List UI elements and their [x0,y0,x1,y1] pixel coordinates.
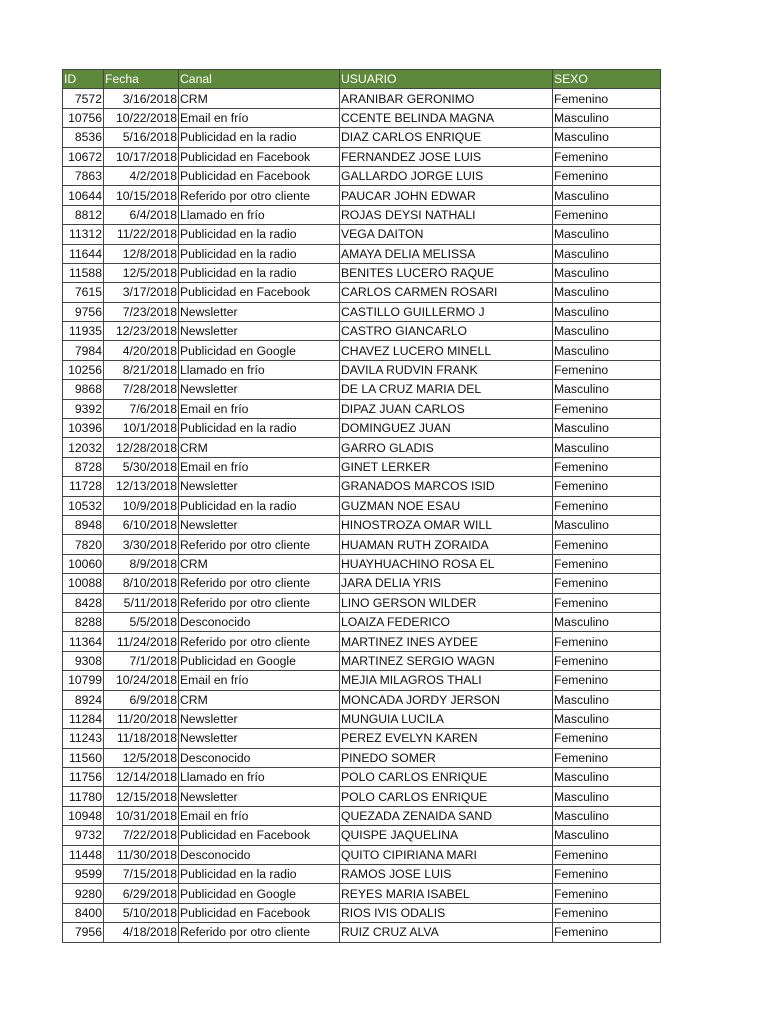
table-row [63,806,661,825]
cell-canal[interactable]: Newsletter [179,729,340,748]
table-row [63,748,661,767]
table-row [63,690,661,709]
cell-usuario[interactable]: FERNANDEZ JOSE LUIS [340,147,553,166]
cell-id[interactable]: 9599 [63,865,104,884]
cell-fecha[interactable]: 12/23/2018 [104,322,179,341]
cell-id[interactable]: 8924 [63,690,104,709]
cell-usuario[interactable]: HINOSTROZA OMAR WILL [340,515,553,534]
table-row [63,205,661,224]
cell-sexo[interactable]: Femenino [553,166,661,185]
cell-fecha[interactable]: 7/15/2018 [104,865,179,884]
cell-fecha[interactable]: 7/28/2018 [104,380,179,399]
cell-id[interactable]: 11312 [63,225,104,244]
table-row [63,108,661,127]
cell-canal[interactable]: Email en frío [179,671,340,690]
cell-id[interactable]: 12032 [63,438,104,457]
cell-canal[interactable]: Publicidad en Google [179,651,340,670]
cell-id[interactable]: 11364 [63,632,104,651]
cell-id[interactable]: 10256 [63,360,104,379]
cell-usuario[interactable]: JARA DELIA YRIS [340,574,553,593]
cell-sexo[interactable]: Femenino [553,748,661,767]
cell-usuario[interactable]: QUEZADA ZENAIDA SAND [340,806,553,825]
cell-usuario[interactable]: DIAZ CARLOS ENRIQUE [340,128,553,147]
cell-id[interactable]: 11935 [63,322,104,341]
cell-id[interactable]: 11756 [63,768,104,787]
table-row [63,865,661,884]
cell-sexo[interactable]: Masculino [553,108,661,127]
table-row [63,826,661,845]
cell-canal[interactable]: Referido por otro cliente [179,593,340,612]
cell-fecha[interactable]: 10/15/2018 [104,186,179,205]
cell-sexo[interactable]: Femenino [553,632,661,651]
column-header-id[interactable]: ID [63,70,104,89]
cell-sexo[interactable]: Femenino [553,554,661,573]
cell-usuario[interactable]: GINET LERKER [340,457,553,476]
cell-usuario[interactable]: POLO CARLOS ENRIQUE [340,768,553,787]
cell-canal[interactable]: Publicidad en la radio [179,865,340,884]
table-row [63,515,661,534]
cell-sexo[interactable]: Femenino [553,477,661,496]
cell-id[interactable]: 11243 [63,729,104,748]
cell-fecha[interactable]: 11/30/2018 [104,845,179,864]
cell-canal[interactable]: Newsletter [179,709,340,728]
cell-canal[interactable]: Referido por otro cliente [179,923,340,942]
cell-usuario[interactable]: PINEDO SOMER [340,748,553,767]
cell-fecha[interactable]: 5/30/2018 [104,457,179,476]
cell-canal[interactable]: Publicidad en Google [179,341,340,360]
cell-usuario[interactable]: VEGA DAITON [340,225,553,244]
cell-fecha[interactable]: 12/14/2018 [104,768,179,787]
cell-id[interactable]: 7984 [63,341,104,360]
cell-fecha[interactable]: 12/5/2018 [104,748,179,767]
cell-id[interactable]: 11284 [63,709,104,728]
cell-usuario[interactable]: LOAIZA FEDERICO [340,612,553,631]
table-row [63,419,661,438]
cell-canal[interactable]: Desconocido [179,748,340,767]
cell-fecha[interactable]: 7/23/2018 [104,302,179,321]
table-row [63,845,661,864]
table-row [63,244,661,263]
table-row [63,903,661,922]
cell-id[interactable]: 9756 [63,302,104,321]
cell-fecha[interactable]: 11/20/2018 [104,709,179,728]
cell-usuario[interactable]: RAMOS JOSE LUIS [340,865,553,884]
column-header-usuario[interactable]: USUARIO [340,70,553,89]
cell-fecha[interactable]: 6/29/2018 [104,884,179,903]
cell-id[interactable]: 10672 [63,147,104,166]
cell-id[interactable]: 8288 [63,612,104,631]
cell-fecha[interactable]: 7/1/2018 [104,651,179,670]
cell-id[interactable]: 8812 [63,205,104,224]
table-row [63,225,661,244]
cell-id[interactable]: 8728 [63,457,104,476]
cell-canal[interactable]: CRM [179,690,340,709]
cell-usuario[interactable]: BENITES LUCERO RAQUE [340,263,553,282]
cell-sexo[interactable]: Masculino [553,263,661,282]
cell-fecha[interactable]: 7/22/2018 [104,826,179,845]
cell-usuario[interactable]: CASTRO GIANCARLO [340,322,553,341]
table-row [63,380,661,399]
cell-canal[interactable]: Desconocido [179,845,340,864]
cell-sexo[interactable]: Masculino [553,186,661,205]
cell-canal[interactable]: Publicidad en la radio [179,225,340,244]
cell-sexo[interactable]: Masculino [553,283,661,302]
cell-sexo[interactable]: Masculino [553,128,661,147]
cell-canal[interactable]: Newsletter [179,515,340,534]
cell-fecha[interactable]: 5/11/2018 [104,593,179,612]
table-row [63,496,661,515]
table-row [63,787,661,806]
cell-sexo[interactable]: Femenino [553,574,661,593]
table-row [63,671,661,690]
cell-canal[interactable]: Email en frío [179,399,340,418]
table-row [63,554,661,573]
cell-id[interactable]: 10644 [63,186,104,205]
cell-id[interactable]: 10799 [63,671,104,690]
cell-usuario[interactable]: QUISPE JAQUELINA [340,826,553,845]
cell-sexo[interactable]: Femenino [553,535,661,554]
cell-sexo[interactable]: Masculino [553,302,661,321]
cell-sexo[interactable]: Femenino [553,845,661,864]
column-header-fecha[interactable]: Fecha [104,70,179,89]
cell-usuario[interactable]: REYES MARIA ISABEL [340,884,553,903]
cell-canal[interactable]: Referido por otro cliente [179,632,340,651]
cell-sexo[interactable]: Femenino [553,651,661,670]
cell-sexo[interactable]: Femenino [553,671,661,690]
cell-canal[interactable]: Publicidad en Facebook [179,826,340,845]
table-row [63,263,661,282]
cell-id[interactable]: 10756 [63,108,104,127]
cell-id[interactable]: 9392 [63,399,104,418]
cell-id[interactable]: 11780 [63,787,104,806]
cell-fecha[interactable]: 12/15/2018 [104,787,179,806]
cell-sexo[interactable]: Femenino [553,496,661,515]
cell-canal[interactable]: Publicidad en Facebook [179,166,340,185]
cell-fecha[interactable]: 5/5/2018 [104,612,179,631]
table-row [63,360,661,379]
cell-usuario[interactable]: CARLOS CARMEN ROSARI [340,283,553,302]
cell-usuario[interactable]: HUAYHUACHINO ROSA EL [340,554,553,573]
cell-usuario[interactable]: POLO CARLOS ENRIQUE [340,787,553,806]
cell-canal[interactable]: Publicidad en la radio [179,128,340,147]
cell-usuario[interactable]: MARTINEZ SERGIO WAGN [340,651,553,670]
cell-usuario[interactable]: AMAYA DELIA MELISSA [340,244,553,263]
cell-sexo[interactable]: Femenino [553,205,661,224]
cell-fecha[interactable]: 10/31/2018 [104,806,179,825]
cell-canal[interactable]: CRM [179,438,340,457]
cell-sexo[interactable]: Masculino [553,341,661,360]
cell-usuario[interactable]: CHAVEZ LUCERO MINELL [340,341,553,360]
cell-canal[interactable]: Referido por otro cliente [179,186,340,205]
cell-fecha[interactable]: 11/22/2018 [104,225,179,244]
table-row [63,399,661,418]
cell-fecha[interactable]: 7/6/2018 [104,399,179,418]
cell-usuario[interactable]: DIPAZ JUAN CARLOS [340,399,553,418]
table-body [63,89,661,942]
cell-fecha[interactable]: 8/9/2018 [104,554,179,573]
cell-id[interactable]: 7615 [63,283,104,302]
cell-sexo[interactable]: Femenino [553,903,661,922]
cell-id[interactable]: 9868 [63,380,104,399]
data-table [62,69,661,943]
header-row [63,70,661,89]
table-row [63,186,661,205]
cell-canal[interactable]: Publicidad en la radio [179,244,340,263]
cell-id[interactable]: 8536 [63,128,104,147]
cell-fecha[interactable]: 11/18/2018 [104,729,179,748]
cell-id[interactable]: 11644 [63,244,104,263]
cell-sexo[interactable]: Femenino [553,89,661,108]
cell-id[interactable]: 10088 [63,574,104,593]
table-row [63,884,661,903]
cell-fecha[interactable]: 10/22/2018 [104,108,179,127]
cell-sexo[interactable]: Femenino [553,729,661,748]
cell-canal[interactable]: Newsletter [179,787,340,806]
cell-usuario[interactable]: QUITO CIPIRIANA MARI [340,845,553,864]
table-row [63,147,661,166]
cell-canal[interactable]: Email en frío [179,806,340,825]
cell-usuario[interactable]: DE LA CRUZ MARIA DEL [340,380,553,399]
table-row [63,593,661,612]
cell-sexo[interactable]: Masculino [553,612,661,631]
cell-sexo[interactable]: Masculino [553,709,661,728]
cell-fecha[interactable]: 5/16/2018 [104,128,179,147]
cell-sexo[interactable]: Femenino [553,399,661,418]
table-row [63,651,661,670]
cell-usuario[interactable]: CCENTE BELINDA MAGNA [340,108,553,127]
cell-canal[interactable]: Publicidad en Facebook [179,903,340,922]
cell-sexo[interactable]: Masculino [553,806,661,825]
cell-sexo[interactable]: Femenino [553,360,661,379]
cell-id[interactable]: 9308 [63,651,104,670]
table-row [63,341,661,360]
cell-canal[interactable]: Publicidad en Facebook [179,147,340,166]
cell-id[interactable]: 10948 [63,806,104,825]
cell-usuario[interactable]: MUNGUIA LUCILA [340,709,553,728]
cell-id[interactable]: 11448 [63,845,104,864]
cell-fecha[interactable]: 4/20/2018 [104,341,179,360]
cell-sexo[interactable]: Masculino [553,787,661,806]
cell-sexo[interactable]: Femenino [553,865,661,884]
cell-canal[interactable]: Email en frío [179,108,340,127]
cell-fecha[interactable]: 10/17/2018 [104,147,179,166]
table-row [63,457,661,476]
cell-sexo[interactable]: Femenino [553,593,661,612]
table-row [63,729,661,748]
cell-fecha[interactable]: 3/16/2018 [104,89,179,108]
cell-usuario[interactable]: MONCADA JORDY JERSON [340,690,553,709]
table-row [63,535,661,554]
cell-fecha[interactable]: 12/13/2018 [104,477,179,496]
cell-fecha[interactable]: 11/24/2018 [104,632,179,651]
cell-usuario[interactable]: CASTILLO GUILLERMO J [340,302,553,321]
table-row [63,128,661,147]
cell-fecha[interactable]: 12/5/2018 [104,263,179,282]
table-row [63,632,661,651]
cell-id[interactable]: 11728 [63,477,104,496]
cell-fecha[interactable]: 6/4/2018 [104,205,179,224]
cell-sexo[interactable]: Masculino [553,322,661,341]
cell-sexo[interactable]: Masculino [553,826,661,845]
table-row [63,612,661,631]
cell-fecha[interactable]: 12/28/2018 [104,438,179,457]
table-row [63,709,661,728]
table-row [63,477,661,496]
cell-canal[interactable]: Referido por otro cliente [179,535,340,554]
cell-id[interactable]: 8948 [63,515,104,534]
cell-fecha[interactable]: 10/24/2018 [104,671,179,690]
cell-id[interactable]: 9280 [63,884,104,903]
cell-usuario[interactable]: MEJIA MILAGROS THALI [340,671,553,690]
cell-canal[interactable]: Llamado en frío [179,360,340,379]
cell-id[interactable]: 7820 [63,535,104,554]
table-row [63,322,661,341]
cell-canal[interactable]: Publicidad en la radio [179,263,340,282]
cell-canal[interactable]: Email en frío [179,457,340,476]
cell-fecha[interactable]: 3/30/2018 [104,535,179,554]
cell-id[interactable]: 10396 [63,419,104,438]
cell-usuario[interactable]: ROJAS DEYSI NATHALI [340,205,553,224]
column-header-sexo[interactable]: SEXO [553,70,661,89]
cell-usuario[interactable]: ARANIBAR GERONIMO [340,89,553,108]
cell-fecha[interactable]: 4/18/2018 [104,923,179,942]
cell-sexo[interactable]: Masculino [553,768,661,787]
cell-usuario[interactable]: PEREZ EVELYN KAREN [340,729,553,748]
cell-canal[interactable]: Referido por otro cliente [179,574,340,593]
cell-id[interactable]: 11588 [63,263,104,282]
table-row [63,166,661,185]
cell-fecha[interactable]: 12/8/2018 [104,244,179,263]
cell-usuario[interactable]: PAUCAR JOHN EDWAR [340,186,553,205]
cell-sexo[interactable]: Femenino [553,884,661,903]
cell-id[interactable]: 8428 [63,593,104,612]
cell-id[interactable]: 11560 [63,748,104,767]
cell-sexo[interactable]: Masculino [553,438,661,457]
cell-usuario[interactable]: LINO GERSON WILDER [340,593,553,612]
cell-canal[interactable]: Publicidad en Facebook [179,283,340,302]
cell-sexo[interactable]: Masculino [553,690,661,709]
cell-fecha[interactable]: 10/9/2018 [104,496,179,515]
table-row [63,302,661,321]
cell-fecha[interactable]: 8/21/2018 [104,360,179,379]
cell-usuario[interactable]: DOMINGUEZ JUAN [340,419,553,438]
cell-fecha[interactable]: 10/1/2018 [104,419,179,438]
cell-usuario[interactable]: GUZMAN NOE ESAU [340,496,553,515]
cell-usuario[interactable]: RIOS IVIS ODALIS [340,903,553,922]
cell-sexo[interactable]: Masculino [553,244,661,263]
table-row [63,923,661,942]
cell-usuario[interactable]: DAVILA RUDVIN FRANK [340,360,553,379]
cell-sexo[interactable]: Masculino [553,515,661,534]
cell-canal[interactable]: Desconocido [179,612,340,631]
cell-canal[interactable]: Newsletter [179,302,340,321]
cell-id[interactable]: 10060 [63,554,104,573]
cell-canal[interactable]: Publicidad en la radio [179,419,340,438]
cell-usuario[interactable]: GARRO GLADIS [340,438,553,457]
cell-sexo[interactable]: Femenino [553,147,661,166]
cell-usuario[interactable]: HUAMAN RUTH ZORAIDA [340,535,553,554]
column-header-canal[interactable]: Canal [179,70,340,89]
cell-sexo[interactable]: Masculino [553,225,661,244]
cell-id[interactable]: 9732 [63,826,104,845]
cell-id[interactable]: 7572 [63,89,104,108]
cell-canal[interactable]: CRM [179,89,340,108]
table-row [63,438,661,457]
cell-canal[interactable]: Publicidad en la radio [179,496,340,515]
cell-fecha[interactable]: 3/17/2018 [104,283,179,302]
cell-fecha[interactable]: 8/10/2018 [104,574,179,593]
cell-canal[interactable]: Newsletter [179,477,340,496]
cell-canal[interactable]: CRM [179,554,340,573]
cell-id[interactable]: 10532 [63,496,104,515]
cell-canal[interactable]: Publicidad en Google [179,884,340,903]
table-row [63,768,661,787]
table-row [63,89,661,108]
cell-canal[interactable]: Newsletter [179,322,340,341]
cell-canal[interactable]: Llamado en frío [179,768,340,787]
table-row [63,574,661,593]
cell-fecha[interactable]: 5/10/2018 [104,903,179,922]
cell-fecha[interactable]: 6/9/2018 [104,690,179,709]
cell-fecha[interactable]: 4/2/2018 [104,166,179,185]
cell-usuario[interactable]: MARTINEZ INES AYDEE [340,632,553,651]
cell-usuario[interactable]: GRANADOS MARCOS ISID [340,477,553,496]
cell-usuario[interactable]: GALLARDO JORGE LUIS [340,166,553,185]
cell-canal[interactable]: Llamado en frío [179,205,340,224]
cell-sexo[interactable]: Masculino [553,419,661,438]
cell-id[interactable]: 8400 [63,903,104,922]
cell-id[interactable]: 7956 [63,923,104,942]
cell-fecha[interactable]: 6/10/2018 [104,515,179,534]
cell-sexo[interactable]: Femenino [553,923,661,942]
cell-sexo[interactable]: Femenino [553,457,661,476]
cell-sexo[interactable]: Masculino [553,380,661,399]
cell-canal[interactable]: Newsletter [179,380,340,399]
table-row [63,283,661,302]
cell-id[interactable]: 7863 [63,166,104,185]
cell-usuario[interactable]: RUIZ CRUZ ALVA [340,923,553,942]
